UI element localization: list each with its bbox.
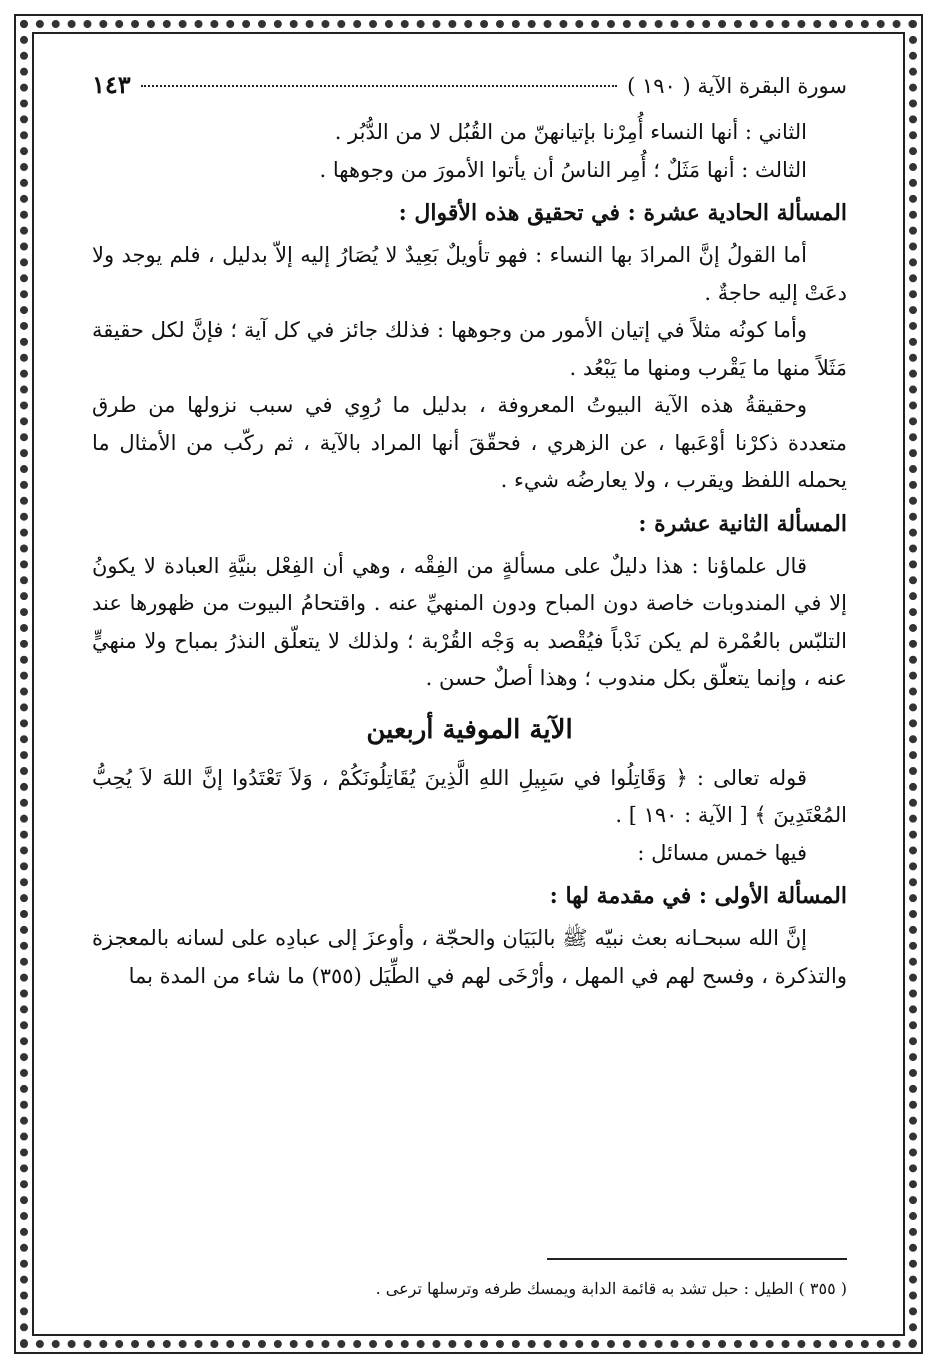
paragraph: الثالث : أنها مَثَلٌ ؛ أُمِر الناسُ أن يأتوا الأمورَ من وجوهها . <box>319 157 807 182</box>
running-header <box>92 70 847 114</box>
section-heading: المسألة الثانية عشرة : <box>638 510 847 537</box>
header-leader-dots <box>141 85 617 87</box>
chapter-title: سورة البقرة الآية ( ١٩٠ ) <box>627 74 847 98</box>
paragraph: الثاني : أنها النساء أُمِرْنا بإتيانهنّ من القُبُل لا من الدُّبُر . <box>334 120 807 144</box>
section-heading: المسألة الحادية عشرة : في تحقيق هذه الأقوال : <box>398 200 847 226</box>
page-content <box>92 70 847 1328</box>
footnote-divider <box>547 1258 847 1260</box>
paragraph: إنَّ الله سبحـانه بعث نبيّه ﷺ بالبَيَان والحجّة ، وأوعزَ إلى عبادِه على لسانه بالمعجزة والتذكرة ، وفسح لهم في المهل ، وأرْخَى لهم في الطِّيَل (٣٥٥) ما شاء من المدة بما <box>92 926 847 988</box>
paragraph: وحقيقةُ هذه الآية البيوتُ المعروفة ، بدليل ما رُوِي في سبب نزولها من طرق متعددة ذكرْنا أوْعَبها ، عن الزهري ، فحقّقَ أنها المراد بالآية ، ثم ركّب من الأمثال ما يحمله اللفظ ويقرب ، ولا يعارضُه شيء . <box>92 393 847 492</box>
page-number: ١٤٣ <box>92 70 131 99</box>
verse-title: الآية الموفية أربعين <box>366 714 573 745</box>
paragraph: أما القولُ إنَّ المرادَ بها النساء : فهو تأويلٌ بَعِيدٌ لا يُصَارُ إليه إلاّ بدليل ، فلم يوجد ولا دعَتْ إليه حاجةٌ . <box>92 243 847 305</box>
footnote: ( ٣٥٥ ) الطيل : حبل تشد به قائمة الدابة ويمسك طرفه وترسلها ترعى . <box>375 1279 847 1298</box>
paragraph: قوله تعالى : ﴿ وَقَاتِلُوا في سَبِيلِ اللهِ الَّذِينَ يُقَاتِلُونَكُمْ ، وَلاَ تَعْتَدُوا إنَّ اللهَ لاَ يُحِبُّ المُعْتَدِينَ ﴾ [ الآية : ١٩٠ ] . <box>92 765 847 827</box>
paragraph: قال علماؤنا : هذا دليلٌ على مسألةٍ من الفِقْه ، وهي أن الفِعْل بنيَّةِ العبادة لا يكونُ إلا في المندوبات خاصة دون المباح ودون المنهيِّ عنه . واقتحامُ البيوت من ظهورها عند التلبّس بالعُمْرة لم يكن نَدْباً فيُقْصد به وَجْه القُرْبة ؛ ولذلك لا يتعلّق النذرُ بمباح ولا منهيٍّ عنه ، وإنما يتعلّق بكل مندوب ؛ وهذا أصلٌ حسن . <box>92 553 847 690</box>
paragraph: فيها خمس مسائل : <box>637 840 807 865</box>
paragraph: وأما كونُه مثلاً في إتيان الأمور من وجوهها : فذلك جائز في كل آية ؛ فإنَّ لكل حقيقة مَثَلاً منها ما يَقْرب ومنها ما يَبْعُد . <box>92 318 847 380</box>
section-heading: المسألة الأولى : في مقدمة لها : <box>549 883 847 909</box>
